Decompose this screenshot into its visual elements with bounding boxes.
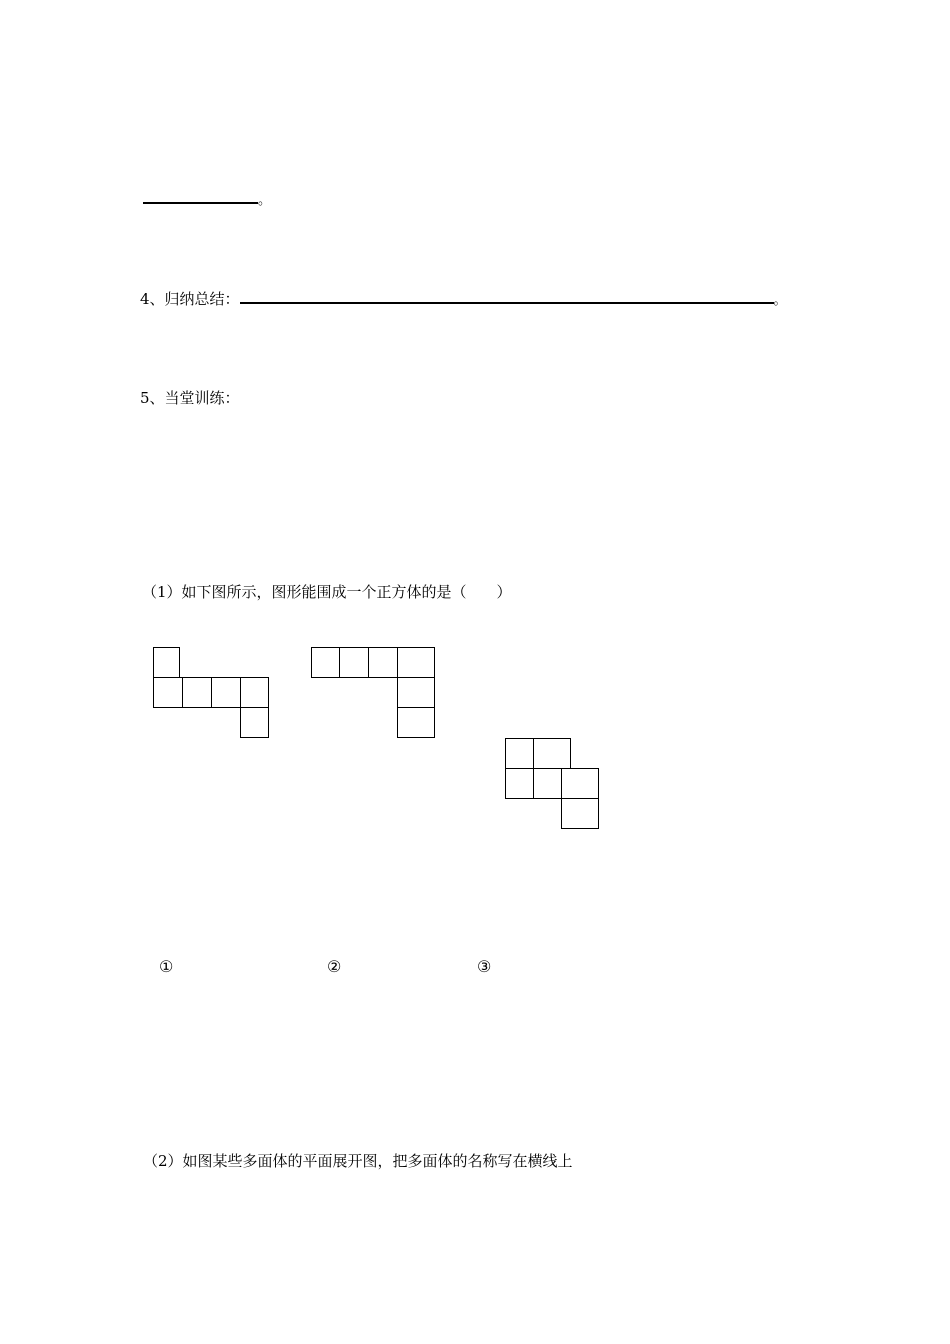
net-square <box>534 769 562 799</box>
net-square <box>340 648 369 678</box>
cube-net-figure-1 <box>152 647 272 742</box>
answer-blank[interactable] <box>143 202 258 204</box>
net-square <box>154 648 180 678</box>
item4-label: 4、归纳总结： <box>140 290 240 308</box>
net-square <box>183 678 212 708</box>
net-square <box>398 708 435 738</box>
summary-blank[interactable] <box>240 302 774 304</box>
cube-net-figure-2 <box>310 647 440 742</box>
end-mark: 。 <box>773 293 787 308</box>
item5-label: 5、当堂训练： <box>140 389 240 407</box>
question1-text: （1）如下图所示，图形能围成一个正方体的是（ ） <box>142 583 512 601</box>
net-square <box>241 678 269 708</box>
net-square <box>562 769 599 799</box>
net-square <box>506 739 534 769</box>
net-square <box>534 739 571 769</box>
figure-label-1: ① <box>159 957 174 976</box>
end-mark: 。 <box>258 193 272 208</box>
net-square <box>562 799 599 829</box>
figure-label-3: ③ <box>477 957 492 976</box>
net-square <box>212 678 241 708</box>
figure-label-2: ② <box>327 957 342 976</box>
net-square <box>312 648 340 678</box>
item3-answer-line <box>143 190 271 210</box>
net-square <box>241 708 269 738</box>
net-square <box>398 648 435 678</box>
question2-text: （2）如图某些多面体的平面展开图，把多面体的名称写在横线上 <box>143 1152 573 1170</box>
net-square <box>369 648 398 678</box>
cube-net-figure-3 <box>504 738 604 838</box>
net-square <box>398 678 435 708</box>
net-square <box>154 678 183 708</box>
net-square <box>506 769 534 799</box>
item4-summary <box>140 290 787 310</box>
